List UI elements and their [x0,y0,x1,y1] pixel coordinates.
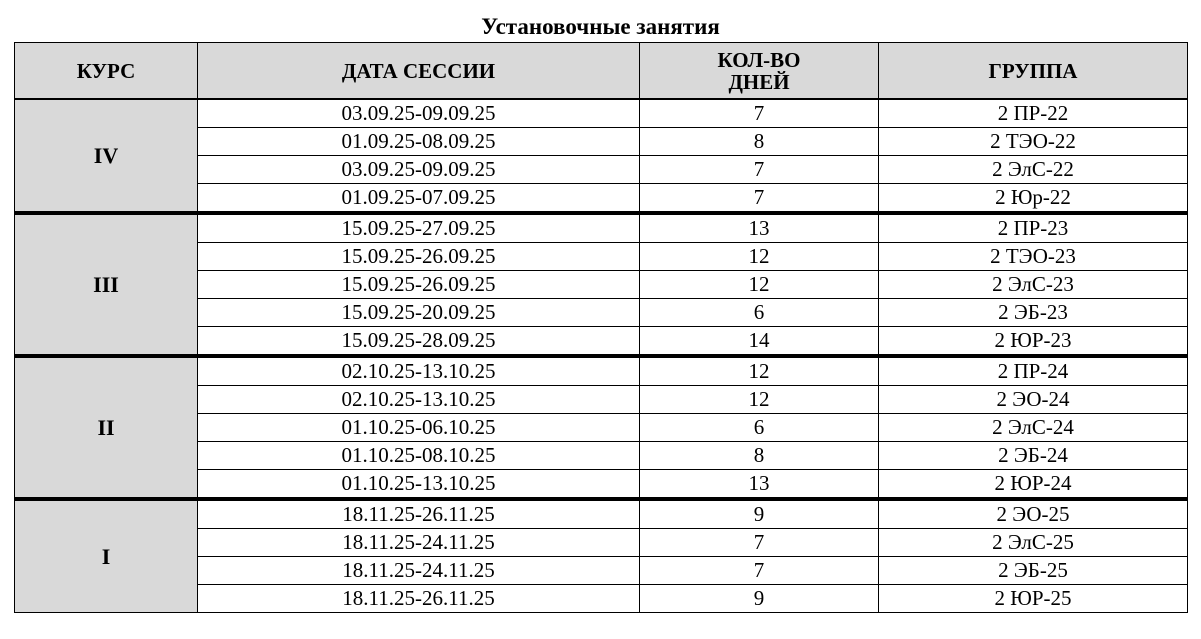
table-header [15,43,1188,100]
course-cell: I [15,499,198,613]
group-cell: 2 ЭБ-25 [879,557,1188,585]
table-body [15,99,1188,613]
course-cell: II [15,356,198,499]
days-count-cell: 8 [640,442,879,470]
session-date-cell: 15.09.25-20.09.25 [198,299,640,327]
session-date-cell: 02.10.25-13.10.25 [198,386,640,414]
group-cell: 2 ПР-22 [879,99,1188,128]
days-count-cell: 7 [640,529,879,557]
session-date-cell: 01.10.25-13.10.25 [198,470,640,500]
session-date-cell: 18.11.25-24.11.25 [198,557,640,585]
table-row [15,213,1188,243]
group-cell: 2 ЭБ-24 [879,442,1188,470]
days-count-cell: 9 [640,585,879,613]
session-date-cell: 01.09.25-07.09.25 [198,184,640,214]
group-cell: 2 ЭО-24 [879,386,1188,414]
days-count-cell: 9 [640,499,879,529]
days-count-cell: 12 [640,386,879,414]
course-cell: IV [15,99,198,213]
header-session-date: ДАТА СЕССИИ [198,43,640,100]
days-count-cell: 13 [640,213,879,243]
header-course: КУРС [15,43,198,100]
session-date-cell: 15.09.25-28.09.25 [198,327,640,357]
days-count-cell: 7 [640,184,879,214]
group-cell: 2 ЮР-23 [879,327,1188,357]
group-cell: 2 ЮР-25 [879,585,1188,613]
group-cell: 2 ЮР-24 [879,470,1188,500]
group-cell: 2 ТЭО-22 [879,128,1188,156]
group-cell: 2 ТЭО-23 [879,243,1188,271]
days-count-cell: 7 [640,557,879,585]
group-cell: 2 Юр-22 [879,184,1188,214]
group-cell: 2 ЭлС-24 [879,414,1188,442]
table-row [15,356,1188,386]
session-date-cell: 03.09.25-09.09.25 [198,156,640,184]
session-date-cell: 18.11.25-26.11.25 [198,499,640,529]
days-count-cell: 6 [640,299,879,327]
session-date-cell: 15.09.25-27.09.25 [198,213,640,243]
session-date-cell: 01.09.25-08.09.25 [198,128,640,156]
schedule-table [14,42,1188,613]
session-date-cell: 01.10.25-08.10.25 [198,442,640,470]
group-cell: 2 ЭлС-25 [879,529,1188,557]
page-title: Установочные занятия [481,14,720,39]
group-cell: 2 ПР-24 [879,356,1188,386]
header-group: ГРУППА [879,43,1188,100]
days-count-cell: 13 [640,470,879,500]
days-count-cell: 8 [640,128,879,156]
session-date-cell: 03.09.25-09.09.25 [198,99,640,128]
days-count-cell: 7 [640,99,879,128]
session-date-cell: 18.11.25-24.11.25 [198,529,640,557]
session-date-cell: 01.10.25-06.10.25 [198,414,640,442]
session-date-cell: 15.09.25-26.09.25 [198,243,640,271]
days-count-cell: 12 [640,356,879,386]
group-cell: 2 ЭБ-23 [879,299,1188,327]
session-date-cell: 15.09.25-26.09.25 [198,271,640,299]
group-cell: 2 ЭлС-23 [879,271,1188,299]
table-row [15,99,1188,128]
days-count-cell: 14 [640,327,879,357]
days-count-cell: 12 [640,243,879,271]
group-cell: 2 ЭО-25 [879,499,1188,529]
group-cell: 2 ЭлС-22 [879,156,1188,184]
days-count-cell: 6 [640,414,879,442]
days-count-cell: 12 [640,271,879,299]
header-days-label: КОЛ-ВО ДНЕЙ [717,47,801,94]
group-cell: 2 ПР-23 [879,213,1188,243]
session-date-cell: 18.11.25-26.11.25 [198,585,640,613]
table-row [15,499,1188,529]
header-days-count [640,43,879,100]
session-date-cell: 02.10.25-13.10.25 [198,356,640,386]
days-count-cell: 7 [640,156,879,184]
header-row [15,43,1188,100]
course-cell: III [15,213,198,356]
